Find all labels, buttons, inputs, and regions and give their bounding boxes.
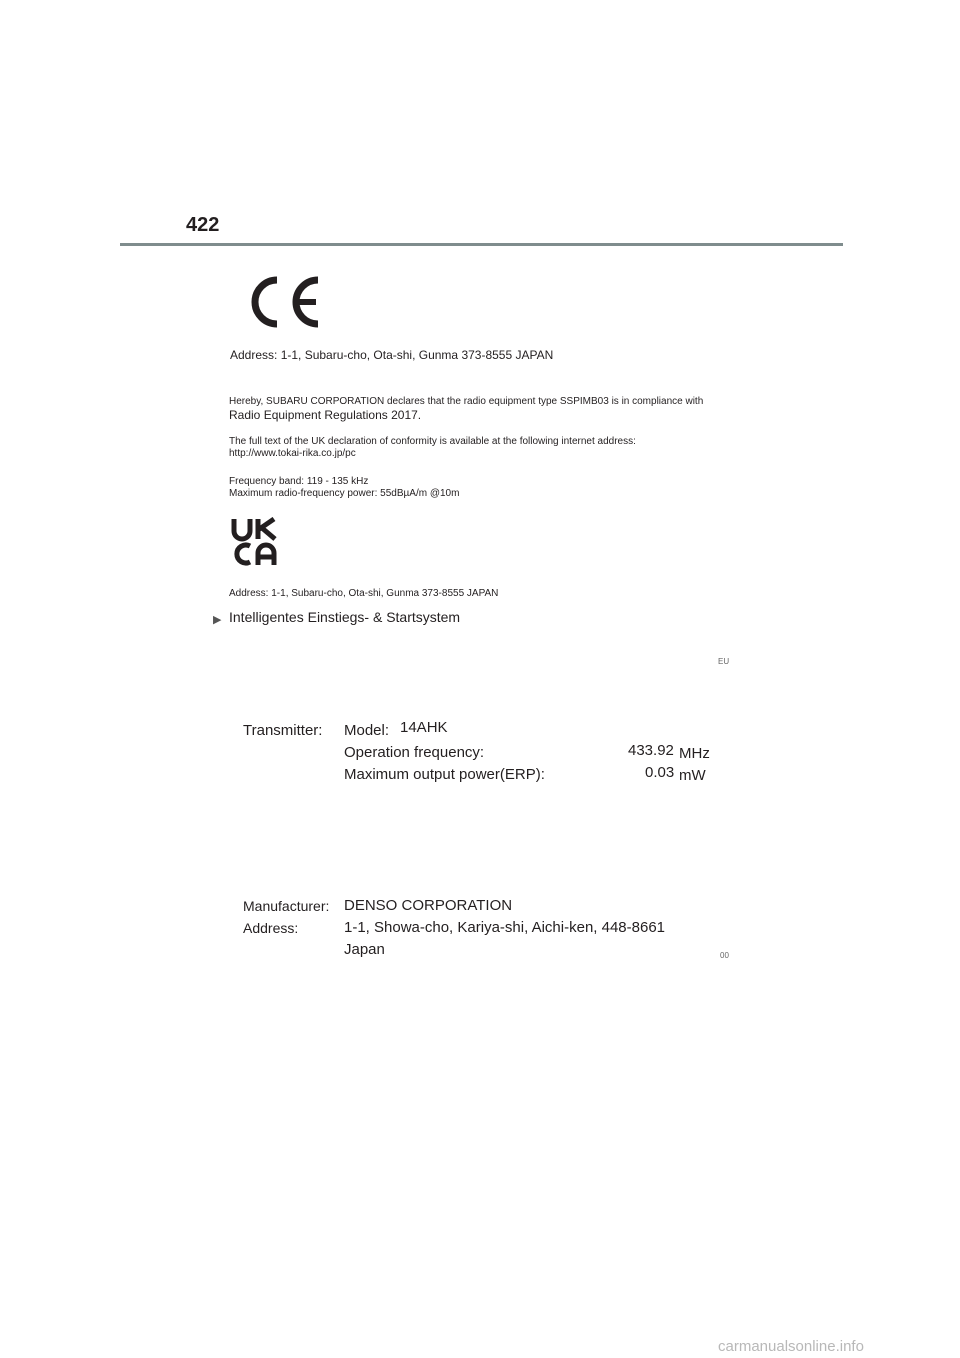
ukca-address: Address: 1-1, Subaru-cho, Ota-shi, Gunma 373-8555 JAPAN	[229, 588, 499, 599]
uk-full-text-url: http://www.tokai-rika.co.jp/pc	[229, 448, 356, 459]
power-value: 0.03	[645, 764, 675, 781]
code-tag: 00	[720, 951, 729, 960]
uk-declaration-line-1: Hereby, SUBARU CORPORATION declares that the radio equipment type SSPIMB03 is in compliance with	[229, 396, 704, 407]
ce-address: Address: 1-1, Subaru-cho, Ota-shi, Gunma 373-8555 JAPAN	[230, 348, 554, 362]
power-label: Maximum output power(ERP):	[344, 766, 545, 783]
uk-declaration-line-2: Radio Equipment Regulations 2017.	[229, 408, 422, 422]
region-tag: EU	[718, 657, 730, 666]
uk-full-text-line-1: The full text of the UK declaration of conformity is available at the following internet address:	[229, 436, 636, 447]
page-number: 422	[186, 214, 220, 236]
frequency-unit: MHz	[679, 745, 710, 762]
section-title: Intelligentes Einstiegs- & Startsystem	[229, 609, 461, 625]
manufacturer-address-line-2: Japan	[344, 941, 385, 958]
transmitter-label: Transmitter:	[243, 722, 323, 739]
uk-frequency-band: Frequency band: 119 - 135 kHz	[229, 476, 369, 487]
model-value: 14AHK	[400, 719, 448, 736]
frequency-value: 433.92	[628, 742, 674, 759]
manufacturer-value: DENSO CORPORATION	[344, 897, 513, 914]
manufacturer-address-line-1: 1-1, Showa-cho, Kariya-shi, Aichi-ken, 448-8661	[344, 919, 666, 936]
watermark: carmanualsonline.info	[718, 1338, 864, 1355]
ce-mark-icon	[245, 276, 323, 328]
header-rule	[120, 243, 843, 246]
ukca-mark-icon	[231, 517, 281, 567]
frequency-label: Operation frequency:	[344, 744, 485, 761]
manufacturer-address-label: Address:	[243, 920, 299, 936]
section-arrow-icon: ▶	[213, 614, 222, 626]
manufacturer-label: Manufacturer:	[243, 898, 330, 914]
uk-max-power: Maximum radio-frequency power: 55dBµA/m @10m	[229, 488, 460, 499]
power-unit: mW	[679, 767, 706, 784]
model-label: Model:	[344, 722, 390, 739]
